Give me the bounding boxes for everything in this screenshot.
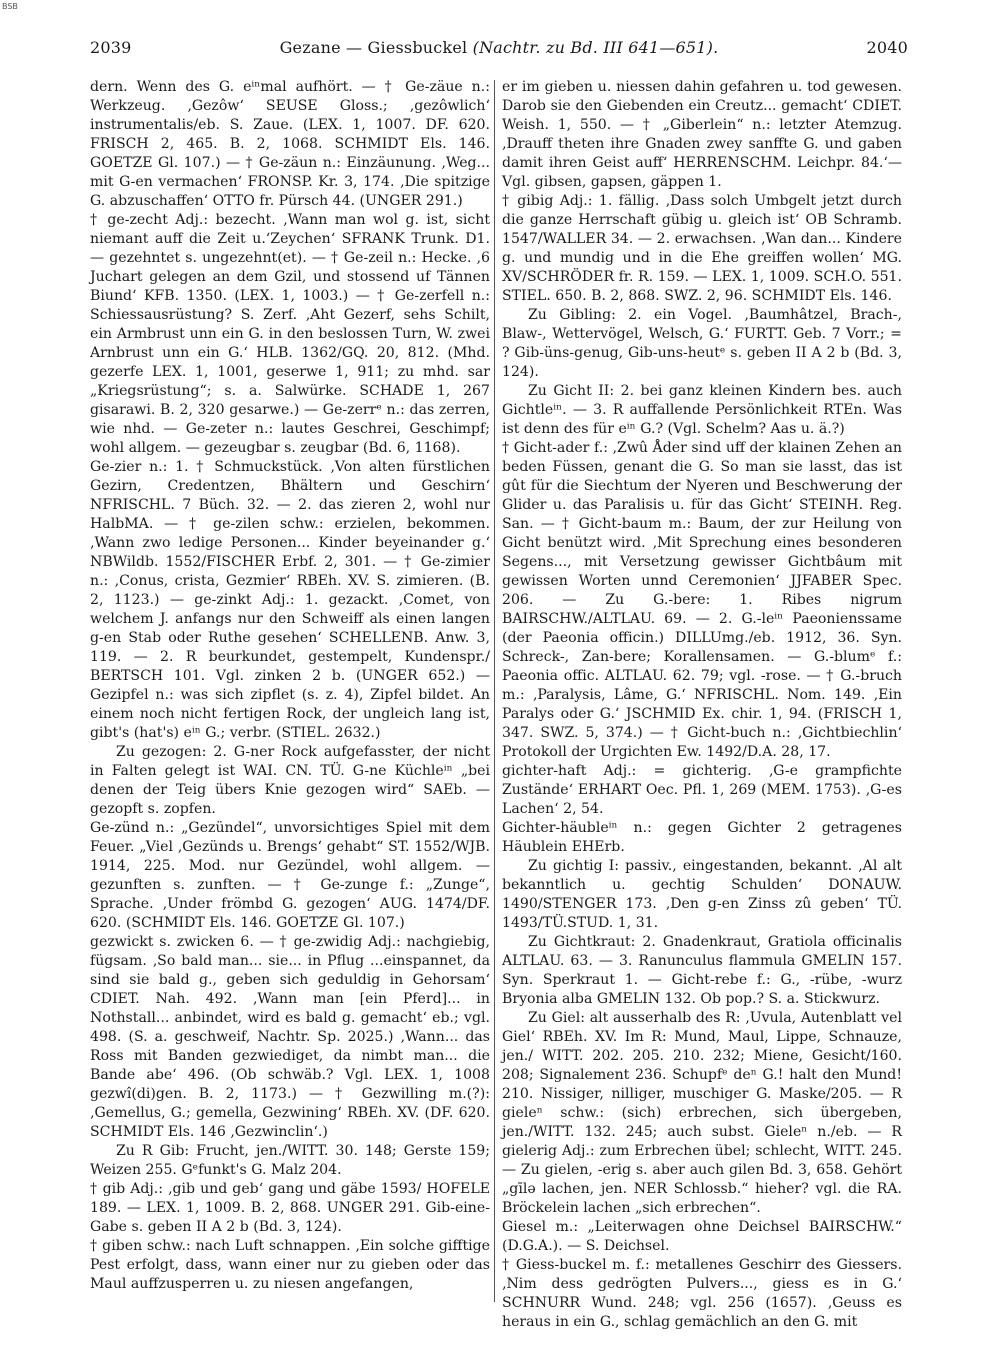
entry-paragraph: dern. Wenn des G. eⁱⁿmal aufhört. — † Ge-zäue n.: Werkzeug. ‚Gezôw‘ SEUSE Gloss.; ‚gezôwlich‘ instrumentalis/eb. S. Zaue. (LEX. 1, 1007. DF. 620. FRISCH 2, 465. B. 2, 1068. SCHMIDT Els. 146. GOETZE Gl. 107.) — † Ge-zäun n.: Einzäunung. ‚Weg... mit G-en vermachen‘ FRONSP. Kr. 3, 174. ‚Die spitzige G. abzuschaffen‘ OTTO fr. Pürsch 44. (UNGER 291.) (90, 79, 490, 209)
page-number-right: 2040 (866, 38, 908, 57)
right-column (502, 78, 902, 1332)
entry-paragraph: † giben schw.: nach Luft schnappen. ‚Ein solche gifftige Pest erfolgt, dass, wann einer nur zu gieben oder das Maul auffzusperren u. zu niesen angefangen, (90, 1238, 490, 1292)
entry-paragraph: Zu R Gib: Frucht, jen./WITT. 30. 148; Gerste 159; Weizen 255. Gᵉfunkt's G. Malz 204. (90, 1143, 490, 1178)
entry-paragraph: Giesel m.: „Leiterwagen ohne Deichsel BAIRSCHW.“ (D.G.A.). — S. Deichsel. (502, 1219, 902, 1254)
running-title-suffix: (Nachtr. zu Bd. III 641—651). (472, 38, 719, 57)
entry-paragraph: † Gicht-ader f.: ‚Zwû Åder sind uff der klainen Zehen an beden Füssen, genant die G. So man sie lasst, das ist gût für die Siechtum der Nyeren und Beschwerung der Glider u. das Paralisis u. für das Gicht‘ STEINH. Reg. San. — † Gicht-baum m.: Baum, der zur Heilung von Gicht benützt wird. ‚Mit Sprechung eines besonderen Segens..., mit Versetzung gewisser Gichtbâum mit gewissen Worten unnd Ceremonien‘ JJFABER Spec. 206. — Zu G.-bere: 1. Ribes nigrum BAIRSCHW./ALTLAU. 69. — 2. G.-leⁱⁿ Paeonienssame (der Paeonia officin.) DILLUmg./eb. 1912, 36. Syn. Schreck-, Zan-bere; Korallensamen. — G.-blumᵉ f.: Paeonia offic. ALTLAU. 62. 79; vgl. -rose. — † G.-bruch m.: ‚Paralysis, Lâme, G.‘ NFRISCHL. Nom. 149. ‚Ein Paralys oder G.‘ JSCHMID Ex. chir. 1, 94. (FRISCH 1, 347. SWZ. 5, 374.) — † Gicht-buch n.: ‚Gichtbiechlin‘ Protokoll der Urgichten Ew. 1492/D.A. 28, 17. (502, 440, 902, 760)
entry-paragraph: Zu Gicht II: 2. bei ganz kleinen Kindern bes. auch Gichtleⁱⁿ. — 3. R auffallende Persönlichkeit RTEn. Was ist denn des für eⁱⁿ G.? (Vgl. Schelm? Aas u. ä.?) (502, 383, 902, 437)
entry-paragraph: Zu gichtig I: passiv., eingestanden, bekannt. ‚Al alt bekanntlich u. gechtig Schulden‘ DONAUW. 1490/STENGER 173. ‚Den g-en Zinss zû geben‘ TÜ. 1493/TÜ.STUD. 1, 31. (502, 858, 902, 931)
page-number-left: 2039 (90, 38, 132, 57)
running-title-main: Gezane — Giessbuckel (279, 38, 468, 57)
entry-paragraph: Ge-zier n.: 1. † Schmuckstück. ‚Von alten fürstlichen Gezirn, Credentzen, Bhältern und Geschirn‘ NFRISCHL. 7 Büch. 32. — 2. das zieren 2, wohl nur HalbMA. — † ge-zilen schw.: erzielen, bekommen. ‚Wann zwo ledige Personen... Kinder beyeinander g.‘ NBWildb. 1552/FISCHER Erbf. 2, 301. — † Ge-zimier n.: ‚Conus, crista, Gezmier‘ RBEh. XV. S. zimieren. (B. 2, 1123.) — ge-zinkt Adj.: 1. gezackt. ‚Comet, von welchem J. anfangs nur den Schweiff als einen langen g-en Stab oder Ruthe gesehen‘ SCHELLENB. Anw. 3, 119. — 2. R beurkundet, gestempelt, Kundenspr./ BERTSCH 101. Vgl. zinken 2 b. (UNGER 652.) — Gezipfel n.: was sich zipflet (s. z. 4), Zipfel bildet. An einem noch nicht fertigen Rock, der ungleich lang ist, gibt's (hat's) eⁱⁿ G.; verbr. (STIEL. 2632.) (90, 459, 490, 741)
entry-paragraph: Ge-zünd n.: „Gezündel“, unvorsichtiges Spiel mit dem Feuer. „Viel ‚Gezünds u. Brengs‘ gehabt“ ST. 1552/WJB. 1914, 225. Mod. nur Gezündel, wohl allgem. — gezunften s. zunften. — † Ge-zunge f.: „Zunge“, Sprache. ‚Under frömbd G. gezogen‘ AUG. 1474/DF. 620. (SCHMIDT Els. 146. GOETZE Gl. 107.) (90, 820, 490, 931)
running-head (90, 38, 908, 58)
entry-paragraph: † gibig Adj.: 1. fällig. ‚Dass solch Umbgelt jetzt durch die ganze Herrschaft gübig u. gleich ist‘ OB Schramb. 1547/WALLER 34. — 2. erwachsen. ‚Wan dan... Kindere g. und mundig und in die Ehe greiffen wollen‘ MG. XV/SCHRÖDER fr. R. 159. — LEX. 1, 1009. SCH.O. 551. STIEL. 650. B. 2, 868. SWZ. 2, 96. SCHMIDT Els. 146. (502, 193, 902, 304)
entry-paragraph: † Giess-buckel m. f.: metallenes Geschirr des Giessers. ‚Nim dess gedrögten Pulvers..., giess es in G.‘ SCHNURR Wund. 248; vgl. 256 (1657). ‚Geuss es heraus in ein G., schlag gemächlich an den G. mit (502, 1257, 902, 1330)
column-divider (494, 80, 495, 1302)
entry-paragraph: Gichter-häubleⁱⁿ n.: gegen Gichter 2 getragenes Häublein EHErb. (502, 820, 902, 855)
entry-paragraph: † gib Adj.: ‚gib und geb‘ gang und gäbe 1593/ HOFELE 189. — LEX. 1, 1009. B. 2, 868. UNGER 291. Gib-eine-Gabe s. geben II A 2 b (Bd. 3, 124). (90, 1181, 490, 1235)
entry-paragraph: Zu Gichtkraut: 2. Gnadenkraut, Gratiola officinalis ALTLAU. 63. — 3. Ranunculus flammula GMELIN 157. Syn. Sperkraut 1. — Gicht-rebe f.: G., -rübe, -wurz Bryonia alba GMELIN 132. Ob pop.? S. a. Stickwurz. (502, 934, 902, 1007)
entry-paragraph: Zu Giel: alt ausserhalb des R: ‚Uvula, Autenblatt vel Giel‘ RBEh. XV. Im R: Mund, Maul, Lippe, Schnauze, jen./ WITT. 202. 205. 210. 232; Miene, Gesicht/160. 208; Signalement 236. Schupfᵉ deⁿ G.! halt den Mund! 210. Nissiger, nilliger, muschiger G. Maske/205. — R gieleⁿ schw.: (sich) erbrechen, sich übergeben, jen./WITT. 132. 245; auch subst. Gieleⁿ n./eb. — R gielerig Adj.: zum Erbrechen übel; schlecht, WITT. 245. — Zu gielen, -erig s. aber auch gilen Bd. 3, 658. Gehört „gīlə lachen, jen. NER Schlossb.“ hieher? vgl. die RA. Bröckelein lachen „sich erbrechen“. (502, 1010, 902, 1216)
entry-paragraph: er im gieben u. niessen dahin gefahren u. tod gewesen. Darob sie den Giebenden ein Creutz... gemacht‘ CDIET. Weish. 1, 550. — † „Giberlein“ n.: letzter Atemzug. ‚Drauff theten ihre Gnaden zwey sanffte G. und gaben damit ihren Geist auff‘ HERRENSCHM. Leichpr. 84.‘— Vgl. gibsen, gapsen, gäppen 1. (502, 79, 902, 190)
watermark: BSB (2, 2, 18, 11)
entry-paragraph: gichter-haft Adj.: = gichterig. ‚G-e grampfichte Zustände‘ ERHART Oec. Pfl. 1, 269 (MEM. 1753). ‚G-es Lachen‘ 2, 54. (502, 763, 902, 817)
entry-paragraph: Zu gezogen: 2. G-ner Rock aufgefasster, der nicht in Falten gelegt ist WAI. CN. TÜ. G-ne Küchleⁱⁿ „bei denen der Teig übers Knie gezogen wird“ SAEb. — gezopft s. zopfen. (90, 744, 490, 817)
entry-paragraph: † ge-zecht Adj.: bezecht. ‚Wann man wol g. ist, sicht niemant auff die Zeit u.‘Zeychen‘ SFRANK Trunk. D1. — gezehntet s. ungezehnt(et). — † Ge-zeil n.: Hecke. ‚6 Juchart gelegen an dem Gzil, und stossend uf Tännen Biund‘ KFB. 1350. (LEX. 1, 1003.) — † Ge-zerfell n.: Schiessausrüstung? S. Zerf. ‚Aht Gezerf, sehs Schilt, ein Armbrust unn ein G. in den beslossen Turn, W. zwei Arnbrust unn ein G.‘ HLB. 1362/GQ. 20, 812. (Mhd. gezerfe LEX. 1, 1001, geserwe 1, 911; zu mhd. sar „Kriegsrüstung“; s. a. Salwürke. SCHADE 1, 267 gisarawi. B. 2, 320 gesarwe.) — Ge-zerrᵉ n.: das zerren, wie nhd. — Ge-zeter n.: lautes Geschrei, Geschimpf; wohl allgem. — gezeugbar s. zeugbar (Bd. 6, 1168). (90, 212, 490, 456)
left-column (90, 78, 490, 1294)
entry-paragraph: gezwickt s. zwicken 6. — † ge-zwidig Adj.: nachgiebig, fügsam. ‚So bald man... sie... in Pflug ...einspannet, da sind sie bald g., geben sich geduldig in Gehorsam‘ CDIET. Nah. 492. ‚Wann man [ein Pferd]... in Nothstall... anbindet, wird es bald g. gemacht‘ eb.; vgl. 498. (S. a. geschweif, Nachtr. Sp. 2025.) ‚Wann... das Ross mit Banden gezwiediget, da nimbt man... die Bande abe‘ 496. (Ob schwäb.? Vgl. LEX. 1, 1008 gezwî(di)gen. B. 2, 1173.) — † Gezwilling m.(?): ‚Gemellus, G.; gemella, Gezwining‘ RBEh. XV. (DF. 620. SCHMIDT Els. 146 ‚Gezwinclin‘.) (90, 934, 490, 1140)
running-title (280, 38, 719, 57)
entry-paragraph: Zu Gibling: 2. ein Vogel. ‚Baumhâtzel, Brach-, Blaw-, Wettervögel, Welsch, G.‘ FURTT. Geb. 7 Vorr.; = ? Gib-üns-genug, Gib-uns-heutᵉ s. geben II A 2 b (Bd. 3, 124). (502, 307, 902, 380)
